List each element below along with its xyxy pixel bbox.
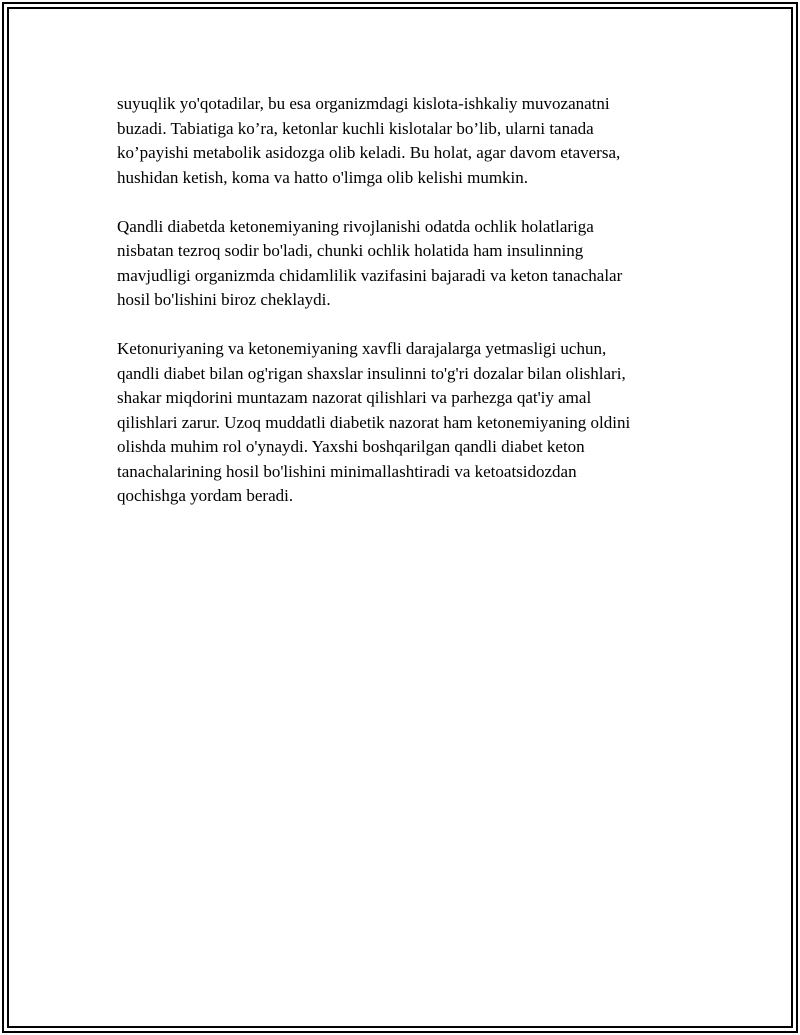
- paragraph-2: Qandli diabetda ketonemiyaning rivojlanishi odatda ochlik holatlariga nisbatan tezroq sodir bo'ladi, chunki ochlik holatida ham insulinning mavjudligi organizmda chidamlilik vazifasini bajaradi va keton tanachalar hosil bo'lishini biroz cheklaydi.: [117, 216, 623, 309]
- paragraph-1: suyuqlik yo'qotadilar, bu esa organizmdagi kislota-ishkaliy muvozanatni buzadi. Tabiatiga ko’ra, ketonlar kuchli kislotalar bo’lib, ularni tanada ko’payishi metabolik asidozga olib keladi. Bu holat, agar davom etaversa, hushidan ketish, koma va hatto o'limga olib kelishi mumkin.: [117, 94, 621, 187]
- paragraph-3: Ketonuriyaning va ketonemiyaning xavfli darajalarga yetmasligi uchun, qandli diabet bilan og'rigan shaxslar insulinni to'g'ri dozalar bilan olishlari, shakar miqdorini muntazam nazorat qilishlari va parhezga qat'iy amal qilishlari zarur. Uzoq muddatli diabetik nazorat ham ketonemiyaning oldini olishda muhim rol o'ynaydi. Yaxshi boshqarilgan qandli diabet keton tanachalarining hosil bo'lishini minimallashtiradi va ketoatsidozdan qochishga yordam beradi.: [117, 339, 631, 505]
- document-body: [117, 92, 689, 533]
